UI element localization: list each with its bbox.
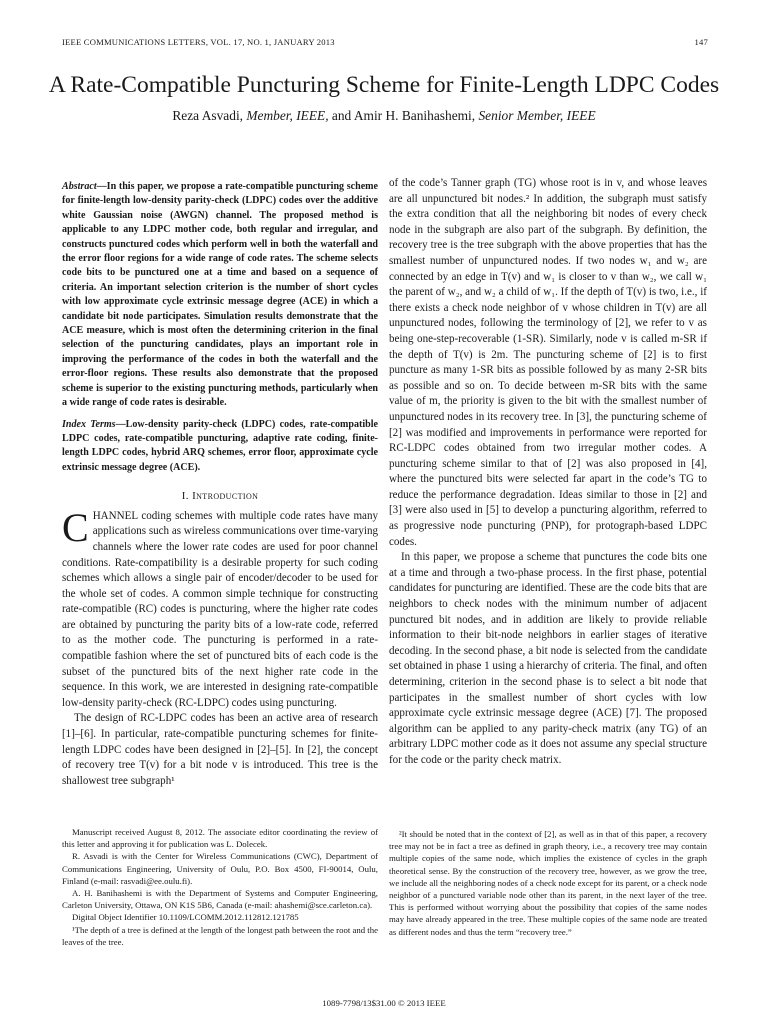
intro-paragraph-4: In this paper, we propose a scheme that punctures the code bits one at a time and through a two-phase process. In the first phase, potential candidates for puncturing are identified. These are the code bits that are neighbors to check nodes with the minimum number of adjacent punctured bit nodes, and in addition are likely to provide reliable information to their bit-node neighbors in earlier stages of iterative decoding. In the second phase, a bit node is selected from the candidate set obtained in phase 1 using a hierarchy of criteria. The final, and often determining, criterion in the second phase is to select a bit node that participates in the smallest number of short cycles with low approximate cycle extrinsic message degree (ACE) [7]. The proposed algorithm can be applied to any parity-check matrix (any TG) of an arbitrary LDPC mother code as it does not assume any special structure for the code or the parity check matrix. — [389, 551, 707, 766]
author-conjunction: and — [331, 108, 352, 123]
author-1: Reza Asvadi, — [172, 108, 244, 123]
footnote-2: ²It should be noted that in the context of [2], as well as in that of this paper, a recovery tree may not be in fact a tree as defined in graph theory, i.e., a recovery tree may contain multiple copies of the same node, which implies the existence of cycles in the graph theoretical sense. By the construction of the recovery tree, however, as we grow the tree, we include all the neighboring nodes of a check node except for its parent, or a check node neighbor of a punctured variable node other than its parent, in the next layer of the tree. This is performed without worrying about the possibility that copies of the same nodes may have already appeared in the tree. These multiple copies of the same node are treated as different nodes and thus the term “recovery tree.” — [389, 829, 707, 937]
author-2: Amir H. Banihashemi, — [353, 108, 476, 123]
intro-paragraph-2: The design of RC-LDPC codes has been an active area of research [1]–[6]. In particular, rate-compatible puncturing schemes for finite-length LDPC codes have been designed in [2]–[5]. In [2], the concept of recovery tree T(v) for a bit node v is introduced. This tree is the shallowest tree subgraph¹ — [62, 712, 378, 787]
section-title: Introduction — [192, 490, 259, 503]
intro-paragraph-1 — [62, 504, 378, 712]
abstract-lead: Abstract — [62, 181, 97, 192]
intro-paragraph-1-text: HANNEL coding schemes with multiple code rates have many applications such as wireless communications over time-varying channels where the lower rate codes are used for poor channel conditions. Rate-compatibility is a desirable property for such coding schemes which allows a single pair of encoder/decoder to be used for the whole set of codes. A common simple technique for constructing rate-compatible (RC) codes is puncturing, where the higher rate codes are obtained by puncturing the parity bits of a low-rate code, referred to as the mother code. The puncturing is performed in a rate-compatible fashion where the set of punctured bits of each code is the subset of the punctured bits of the next higher rate code in the sequence. In this work, we are interested in designing rate-compatible low-density parity-check (RC-LDPC) codes using puncturing. — [62, 509, 378, 709]
author-2-role: Senior Member, IEEE — [478, 108, 596, 123]
index-terms — [62, 418, 378, 476]
abstract — [62, 180, 378, 411]
affiliation-asvadi: R. Asvadi is with the Center for Wireless Communications (CWC), Department of Communications Engineering, University of Oulu, P.O. Box 4500, FI-90014, Oulu, Finland (e-mail: rasvadi@ee.oulu.fi). — [62, 851, 378, 886]
footnote-1: ¹The depth of a tree is defined at the length of the longest path between the root and the leaves of the tree. — [62, 924, 378, 947]
copyright-footer: 1089-7798/13$31.00 © 2013 IEEE — [322, 998, 446, 1008]
manuscript-note: Manuscript received August 8, 2012. The associate editor coordinating the review of this letter and approving it for publication was L. Dolecek. — [62, 827, 378, 850]
page-number: 147 — [694, 37, 708, 47]
intro-paragraph-3: of the code’s Tanner graph (TG) whose root is in v, and whose leaves are all unpunctured bit nodes.² In addition, the subgraph must satisfy the extra condition that all the neighboring bit nodes of every check node in the subgraph are also part of the subgraph. By definition, the recovery tree is the tree subgraph with the above properties that has the smallest number of unpunctured nodes. If two nodes w₁ and w₂ are connected by an edge in T(v) and w₁ is closer to v than w₂, we call w₁ the parent of w₂, and w₂ a child of w₁. If the depth of T(v) is two, i.e., if there exists a check node neighbor of v whose children in T(v) are all unpunctured nodes, following the terminology of [2], we refer to v as being one-step-recoverable (1-SR). Similarly, node v is called m-SR if the depth of T(v) is 2m. The puncturing scheme of [2] is to first puncture as many 1-SR bits as possible followed by as many 2-SR bits as possible and so on. To decide between m-SR bits with the same value of m, the priority is given to the bit with the smallest number of unpunctured nodes in its recovery tree. In [3], the puncturing scheme of [2] was modified and improvements in performance were reported for RC-LDPC codes obtained from two irregular mother codes. A puncturing scheme similar to that of [2] was also proposed in [4], where the punctured bits were selected far apart in the code’s TG to reduce the performance degradation. Ideas similar to those in [2] and [3] were also used in [5] to develop a puncturing algorithm, referred to as progressive node puncturing (PNP), for protograph-based LDPC codes. — [389, 177, 707, 548]
index-terms-text: —Low-density parity-check (LDPC) codes, rate-compatible LDPC codes, rate-compatible puncturing, adaptive rate coding, finite-length LDPC codes, hybrid ARQ schemes, error floor, approximate cycle extrinsic message degree (ACE). — [62, 418, 378, 473]
running-head — [62, 37, 708, 47]
doi: Digital Object Identifier 10.1109/LCOMM.2012.112812.121785 — [72, 912, 299, 923]
left-column — [62, 180, 378, 789]
affiliation-banihashemi: A. H. Banihashemi is with the Department of Systems and Computer Engineering, Carleton University, Ottawa, ON K1S 5B6, Canada (e-mail: ahashemi@sce.carleton.ca). — [62, 888, 378, 911]
right-footnotes — [389, 828, 707, 938]
paper-title: A Rate-Compatible Puncturing Scheme for Finite-Length LDPC Codes — [48, 72, 720, 98]
right-column — [389, 176, 707, 769]
left-footnotes — [62, 826, 378, 948]
section-heading — [62, 489, 378, 505]
drop-cap: C — [62, 504, 89, 550]
section-number: I. — [181, 490, 189, 503]
index-terms-lead: Index Terms — [62, 418, 116, 430]
author-1-role: Member, IEEE, — [246, 108, 329, 123]
abstract-text: —In this paper, we propose a rate-compatible puncturing scheme for finite-length low-density parity-check (LDPC) codes over the additive white Gaussian noise (AWGN) channel. The proposed method is applicable to any LDPC mother code, both regular and irregular, and constructs punctured codes which perform well in both the waterfall and the error floor regions for a wide range of code rates. The scheme selects code bits to be punctured one at a time and based on a sequence of criteria. An important selection criterion is the number of short cycles with low approximate cycle extrinsic message degree (ACE) in which a candidate bit node participates. Simulation results demonstrate that the ACE measure, which is most often the determining criterion in the final selection of the puncturing candidates, plays an important role in improving the performance of the codes in both the waterfall and the error-floor regions. These results also demonstrate that the proposed scheme is superior to the existing puncturing methods, particularly when a wide range of code rates is desirable. — [62, 181, 378, 409]
author-line — [0, 108, 768, 124]
journal-citation: IEEE COMMUNICATIONS LETTERS, VOL. 17, NO. 1, JANUARY 2013 — [62, 37, 335, 47]
